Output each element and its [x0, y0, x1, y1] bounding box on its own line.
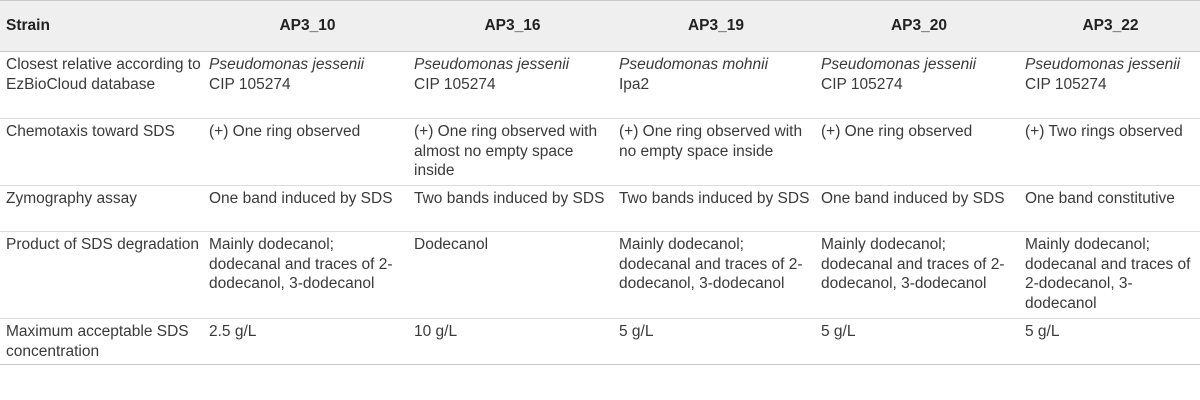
cell-closest-relative-ap3-16 — [410, 52, 615, 119]
header-strain-ap3-20: AP3_20 — [817, 1, 1021, 52]
header-strain-ap3-10: AP3_10 — [205, 1, 410, 52]
cell-zymography-ap3-16: Two bands induced by SDS — [410, 186, 615, 232]
cell-max-sds-ap3-10: 2.5 g/L — [205, 319, 410, 365]
cell-chemotaxis-ap3-19: (+) One ring observed with no empty space inside — [615, 119, 817, 186]
cell-chemotaxis-ap3-20: (+) One ring observed — [817, 119, 1021, 186]
row-label-closest-relative: Closest relative according to EzBioCloud database — [0, 52, 205, 119]
species-name: Pseudomonas jessenii — [209, 56, 365, 73]
cell-degradation-product-ap3-16: Dodecanol — [410, 232, 615, 319]
row-label-degradation-product: Product of SDS degradation — [0, 232, 205, 319]
table-row-chemotaxis — [0, 119, 1200, 186]
species-name: Pseudomonas jessenii — [414, 56, 570, 73]
cell-chemotaxis-ap3-16: (+) One ring observed with almost no empty space inside — [410, 119, 615, 186]
type-strain-id: Ipa2 — [619, 75, 650, 93]
table-row-closest-relative — [0, 52, 1200, 119]
type-strain-id: CIP 105274 — [414, 75, 496, 93]
header-row — [0, 1, 1200, 52]
cell-zymography-ap3-20: One band induced by SDS — [817, 186, 1021, 232]
cell-max-sds-ap3-16: 10 g/L — [410, 319, 615, 365]
cell-chemotaxis-ap3-10: (+) One ring observed — [205, 119, 410, 186]
table-row-zymography — [0, 186, 1200, 232]
cell-zymography-ap3-22: One band constitutive — [1021, 186, 1200, 232]
species-name: Pseudomonas jessenii — [1025, 56, 1181, 73]
table-row-degradation-product — [0, 232, 1200, 319]
species-name: Pseudomonas mohnii — [619, 56, 769, 73]
cell-zymography-ap3-10: One band induced by SDS — [205, 186, 410, 232]
species-name: Pseudomonas jessenii — [821, 56, 977, 73]
cell-closest-relative-ap3-22 — [1021, 52, 1200, 119]
header-strain-ap3-22: AP3_22 — [1021, 1, 1200, 52]
cell-degradation-product-ap3-10: Mainly dodecanol; dodecanal and traces of 2-dodecanol, 3-dodecanol — [205, 232, 410, 319]
cell-max-sds-ap3-20: 5 g/L — [817, 319, 1021, 365]
type-strain-id: CIP 105274 — [1025, 75, 1107, 93]
cell-max-sds-ap3-22: 5 g/L — [1021, 319, 1200, 365]
header-strain-ap3-16: AP3_16 — [410, 1, 615, 52]
cell-max-sds-ap3-19: 5 g/L — [615, 319, 817, 365]
cell-closest-relative-ap3-20 — [817, 52, 1021, 119]
type-strain-id: CIP 105274 — [209, 75, 291, 93]
row-label-zymography: Zymography assay — [0, 186, 205, 232]
cell-closest-relative-ap3-10 — [205, 52, 410, 119]
header-strain-label: Strain — [0, 1, 205, 52]
cell-chemotaxis-ap3-22: (+) Two rings observed — [1021, 119, 1200, 186]
header-strain-ap3-19: AP3_19 — [615, 1, 817, 52]
cell-zymography-ap3-19: Two bands induced by SDS — [615, 186, 817, 232]
cell-closest-relative-ap3-19 — [615, 52, 817, 119]
cell-degradation-product-ap3-20: Mainly dodecanol; dodecanal and traces of 2-dodecanol, 3-dodecanol — [817, 232, 1021, 319]
row-label-max-sds-concentration: Maximum acceptable SDS concentration — [0, 319, 205, 365]
cell-degradation-product-ap3-19: Mainly dodecanol; dodecanal and traces of 2-dodecanol, 3-dodecanol — [615, 232, 817, 319]
type-strain-id: CIP 105274 — [821, 75, 903, 93]
table-row-max-sds-concentration — [0, 319, 1200, 365]
row-label-chemotaxis: Chemotaxis toward SDS — [0, 119, 205, 186]
cell-degradation-product-ap3-22: Mainly dodecanol; dodecanal and traces of 2-dodecanol, 3-dodecanol — [1021, 232, 1200, 319]
